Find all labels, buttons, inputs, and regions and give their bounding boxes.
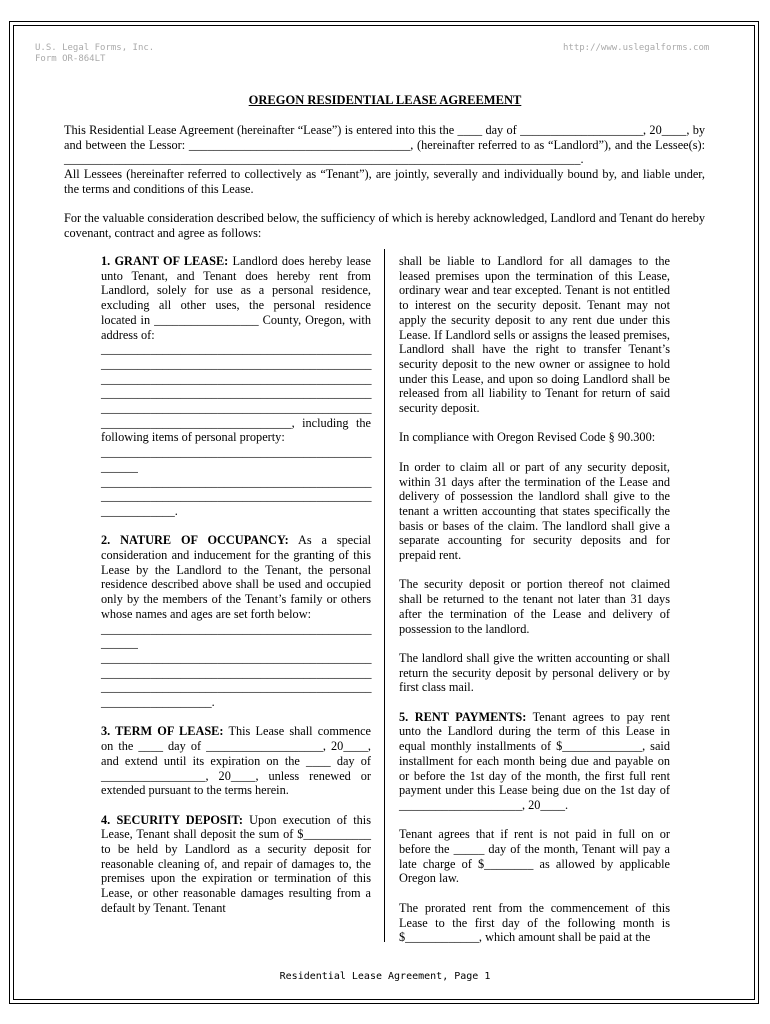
intro-line1: This Residential Lease Agreement (hereinafter “Lease”) is entered into this the ____ day of ____________________, 20____, by and between the Lessor: ____________________________________, (hereinafter referred to as “Landlord”), and the Lessee(s): ____________________________________________________________________________________. [64, 123, 705, 167]
address-line: ____________________________________________ [101, 386, 372, 401]
intro-line2: All Lessees (hereinafter referred to collectively as “Tenant”), are jointly, severally and individually bound by, and liable under, the terms and conditions of this Lease. [64, 167, 705, 196]
occupant-line-end: __________________. [101, 695, 215, 710]
personal-property-intro: _______________________________, including the following items of personal property: [101, 415, 371, 445]
header-form-number: Form OR-864LT [35, 54, 106, 64]
consideration-paragraph: For the valuable consideration described below, the sufficiency of which is hereby acknowledged, Landlord and Tenant do hereby covenant, contract and agree as follows: [64, 211, 705, 240]
header-company: U.S. Legal Forms, Inc. [35, 43, 155, 53]
occupant-line: ____________________________________________ [101, 621, 372, 636]
occupant-line: ______ [101, 636, 138, 651]
section-3-term-of-lease [101, 724, 371, 798]
header-url: http://www.uslegalforms.com [563, 43, 710, 53]
prorated-rent-paragraph: The prorated rent from the commencement of this Lease to the first day of the following month is $____________, which amount shall be paid at the [399, 900, 670, 945]
section-2-text: As a special consideration and inducement for the granting of this Lease by the Landlord to the Tenant, the personal residence described above shall be used and occupied only by the members of the Tenant’s family or others whose names and ages are set forth below: [101, 533, 371, 621]
left-column [101, 254, 371, 930]
page-footer: Residential Lease Agreement, Page 1 [279, 971, 491, 982]
section-4-text: Upon execution of this Lease, Tenant shall deposit the sum of $___________ to be held by Landlord as a security deposit for reasonable cleaning of, and repair of damages to, the premises upon the expiration or termination of this Lease, or other reasonable damages resulting from a default by Tenant. Tenant [101, 812, 372, 915]
address-line: ____________________________________________ [101, 342, 372, 357]
section-1-grant-of-lease [101, 254, 371, 342]
security-deposit-continued: shall be liable to Landlord for all damages to the leased premises upon the termination of this Lease, ordinary wear and tear excepted. Tenant is not entitled to interest on the security deposit. Tenant may not apply the security deposit to any rent due under this Lease. If Landlord sells or assigns the leased premises, Landlord shall have the right to transfer Tenant’s security deposit to the new owner or assignee to hold under this Lease, and upon so doing Landlord shall be released from all liability to Tenant for return of said security deposit. [399, 254, 670, 416]
property-line: ____________________________________________ [101, 445, 372, 460]
intro-paragraph [64, 123, 705, 197]
section-2-nature-of-occupancy [101, 533, 371, 621]
right-column [399, 254, 670, 960]
deposit-claim-paragraph: In order to claim all or part of any security deposit, within 31 days after the termination of the Lease and delivery of possession the landlord shall give to the tenant a written accounting that states specifically the basis or bases of the claim. The landlord shall give a separate accounting for security deposits and for prepaid rent. [399, 459, 670, 563]
address-line: ____________________________________________ [101, 371, 372, 386]
occupant-line: ____________________________________________ [101, 665, 372, 680]
address-line: ____________________________________________ [101, 356, 372, 371]
deposit-return-paragraph: The security deposit or portion thereof not claimed shall be returned to the tenant not later than 31 days after the termination of the Lease and delivery of possession to the landlord. [399, 577, 670, 636]
section-1-text: Landlord does hereby lease unto Tenant, and Tenant does hereby rent from Landlord, solely for use as a personal residence, excluding all other uses, the personal residence located in _________________ County, Oregon, with address of: [101, 254, 371, 342]
deposit-delivery-paragraph: The landlord shall give the written accounting or shall return the security deposit by personal delivery or by first class mail. [399, 650, 670, 695]
column-divider [384, 249, 385, 942]
property-line: ______ [101, 459, 138, 474]
section-5-label: 5. RENT PAYMENTS: [399, 709, 527, 724]
section-3-label: 3. TERM OF LEASE: [101, 724, 224, 739]
section-4-security-deposit [101, 813, 371, 916]
occupant-line: ____________________________________________ [101, 650, 372, 665]
section-5-text: Tenant agrees to pay rent unto the Landlord during the term of this Lease in equal monthly installments of $_____________, said installment for each month being due and payable on or before the 1st day of the month, the first full rent payment under this Lease being due on the 1st day of ____________________, 20____. [399, 709, 670, 812]
oregon-code-reference: In compliance with Oregon Revised Code § 90.300: [399, 430, 656, 445]
occupant-line: ____________________________________________ [101, 680, 372, 695]
section-2-label: 2. NATURE OF OCCUPANCY: [101, 533, 289, 548]
property-line: ____________________________________________ [101, 474, 372, 489]
section-3-text: This Lease shall commence on the ____ day of ___________________, 20____, and extend until its expiration on the ____ day of _________________, 20____, unless renewed or extended pursuant to the terms herein. [101, 724, 372, 798]
section-1-label: 1. GRANT OF LEASE: [101, 254, 229, 268]
section-4-label: 4. SECURITY DEPOSIT: [101, 812, 243, 827]
property-line-end: ____________. [101, 503, 178, 518]
late-charge-paragraph: Tenant agrees that if rent is not paid in full on or before the _____ day of the month, Tenant will pay a late charge of $________ as allowed by applicable Oregon law. [399, 827, 670, 886]
document-title: OREGON RESIDENTIAL LEASE AGREEMENT [248, 93, 522, 107]
section-5-rent-payments [399, 710, 670, 813]
property-line: ____________________________________________ [101, 489, 372, 504]
address-line: ____________________________________________ [101, 401, 372, 416]
